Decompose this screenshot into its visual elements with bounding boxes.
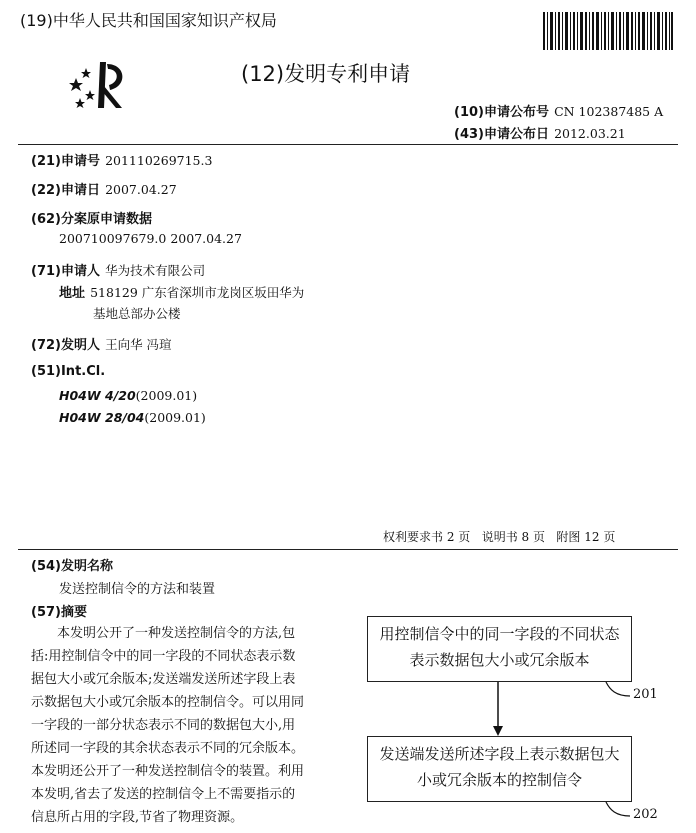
abstract-line: 所述同一字段的其余状态表示不同的冗余版本。 bbox=[31, 741, 305, 756]
title-label: (54)发明名称 bbox=[31, 559, 113, 574]
flowchart-ref-201: 201 bbox=[633, 687, 658, 702]
publication-number-row bbox=[454, 101, 663, 120]
abstract-line: 示数据包大小或冗余版本的控制信令。可以用同 bbox=[31, 695, 305, 710]
application-number-row bbox=[31, 150, 212, 169]
publication-number-label: (10)申请公布号 bbox=[454, 105, 549, 120]
cnipa-logo bbox=[66, 56, 132, 114]
office-name: (19)中华人民共和国国家知识产权局 bbox=[20, 11, 277, 30]
flowchart-step-text: 用控制信令中的同一字段的不同状态表示数据包大小或冗余版本 bbox=[379, 625, 620, 669]
address-line-2: 基地总部办公楼 bbox=[93, 306, 181, 321]
abstract-line: 据包大小或冗余版本;发送端发送所述字段上表 bbox=[31, 672, 296, 687]
ipc-entry bbox=[59, 407, 206, 426]
filing-date-label: (22)申请日 bbox=[31, 183, 100, 198]
barcode bbox=[543, 12, 673, 50]
applicant-row bbox=[31, 260, 205, 279]
address-label: 地址 bbox=[59, 286, 86, 301]
application-number-label: (21)申请号 bbox=[31, 154, 100, 169]
header-divider bbox=[18, 144, 678, 145]
division-value: 200710097679.0 2007.04.27 bbox=[59, 231, 242, 246]
flowchart-ref-202: 202 bbox=[633, 807, 658, 822]
ipc-code: H04W 4/20 bbox=[59, 388, 136, 403]
application-number-value: 201110269715.3 bbox=[105, 153, 213, 168]
page-counts: 权利要求书 2 页 说明书 8 页 附图 12 页 bbox=[383, 530, 616, 544]
publication-date-value: 2012.03.21 bbox=[554, 126, 626, 141]
abstract-line: 括:用控制信令中的同一字段的不同状态表示数 bbox=[31, 649, 296, 664]
ipc-version: (2009.01) bbox=[135, 388, 198, 403]
abstract-line: 本发明,省去了发送的控制信令上不需要指示的 bbox=[31, 787, 296, 802]
abstract-line: 本发明公开了一种发送控制信令的方法,包 bbox=[57, 626, 296, 641]
inventor-label: (72)发明人 bbox=[31, 338, 100, 353]
filing-date-row bbox=[31, 179, 177, 198]
inventor-row bbox=[31, 334, 172, 353]
division-label: (62)分案原申请数据 bbox=[31, 212, 152, 227]
flowchart-step-text: 发送端发送所述字段上表示数据包大小或冗余版本的控制信令 bbox=[379, 745, 620, 789]
abstract-label: (57)摘要 bbox=[31, 605, 87, 620]
section-divider bbox=[18, 549, 678, 550]
abstract-line: 信息所占用的字段,节省了物理资源。 bbox=[31, 810, 244, 825]
address-row bbox=[59, 282, 304, 301]
applicant-label: (71)申请人 bbox=[31, 264, 100, 279]
abstract-line: 一字段的一部分状态表示不同的数据包大小,用 bbox=[31, 718, 296, 733]
applicant-value: 华为技术有限公司 bbox=[105, 263, 206, 278]
address-line-1: 518129 广东省深圳市龙岗区坂田华为 bbox=[90, 285, 305, 300]
ipc-entry bbox=[59, 385, 197, 404]
publication-date-label: (43)申请公布日 bbox=[454, 127, 549, 142]
invention-title: 发送控制信令的方法和装置 bbox=[59, 582, 216, 597]
ipc-version: (2009.01) bbox=[144, 410, 206, 425]
publication-date-row bbox=[454, 123, 626, 142]
inventor-value: 王向华 冯瑄 bbox=[105, 337, 172, 352]
abstract-line: 本发明还公开了一种发送控制信令的装置。利用 bbox=[31, 764, 305, 779]
flowchart-connectors bbox=[360, 600, 690, 830]
ipc-code: H04W 28/04 bbox=[59, 410, 145, 425]
filing-date-value: 2007.04.27 bbox=[105, 182, 177, 197]
publication-number-value: CN 102387485 A bbox=[554, 104, 664, 119]
ipc-label: (51)Int.Cl. bbox=[31, 364, 106, 379]
document-type: (12)发明专利申请 bbox=[241, 62, 411, 86]
